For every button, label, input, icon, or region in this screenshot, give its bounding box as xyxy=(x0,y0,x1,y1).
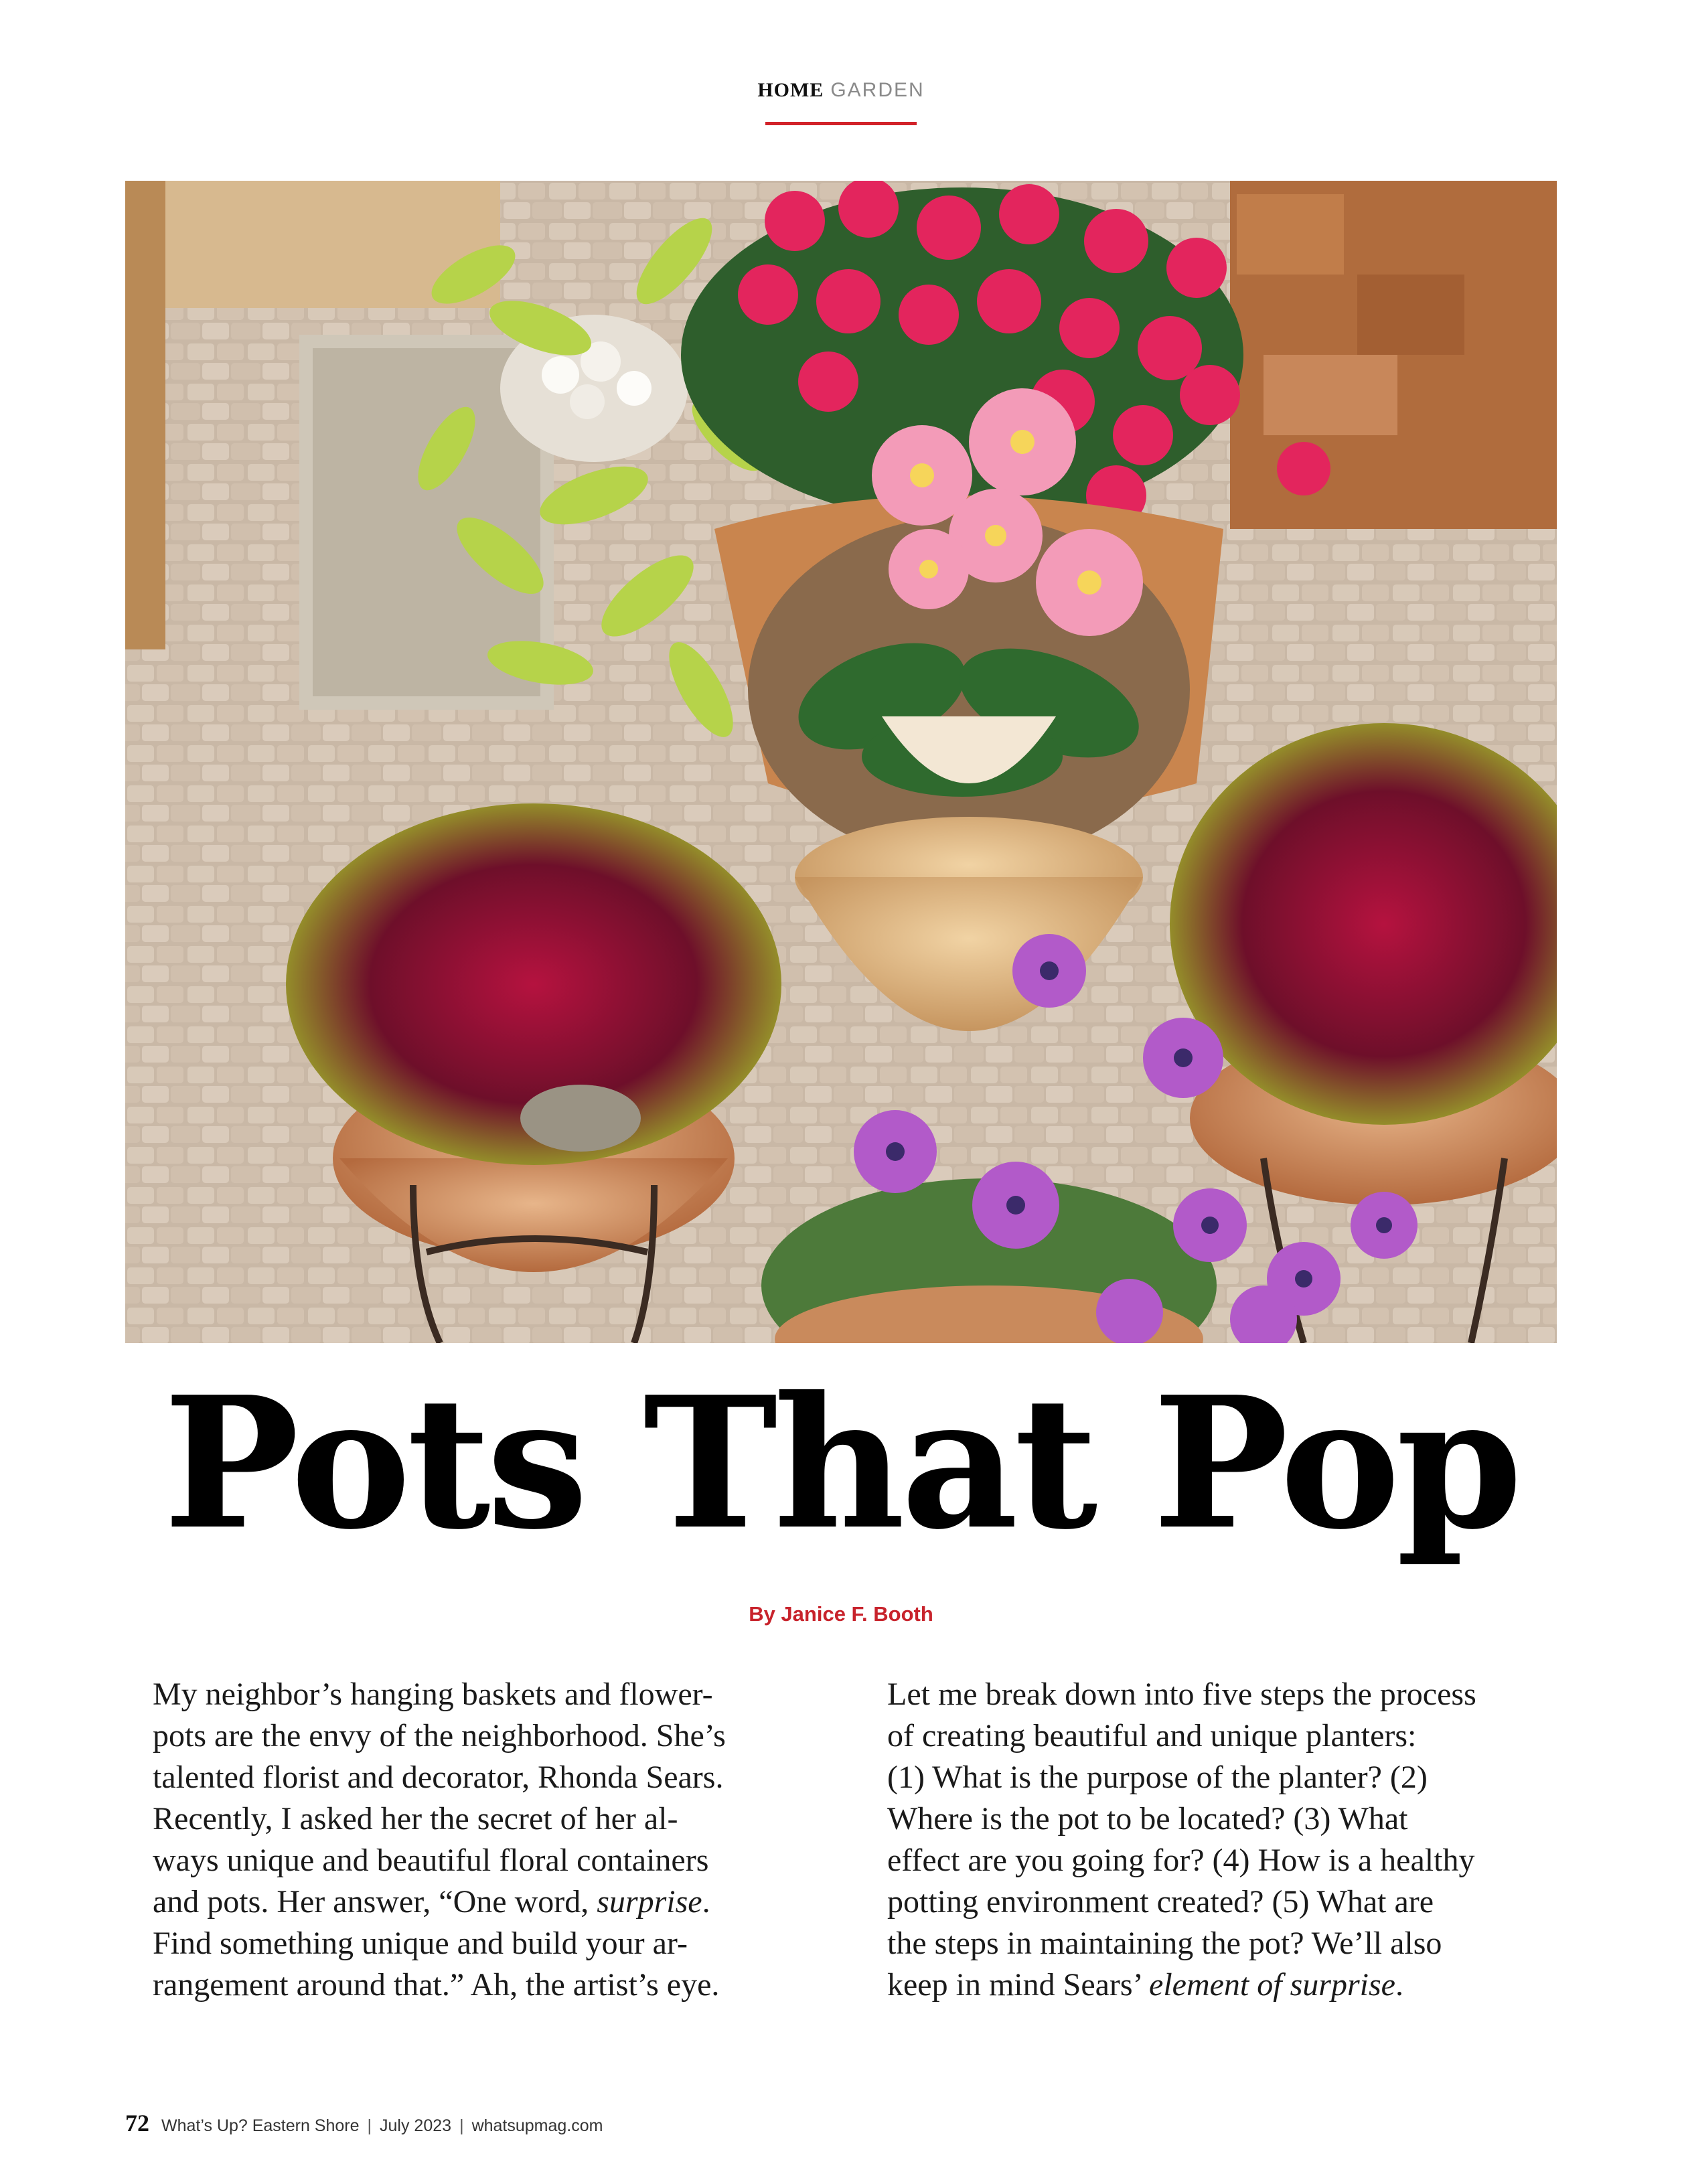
text-line xyxy=(887,1964,1557,2006)
body-column-right xyxy=(887,1674,1557,2006)
text-line: Let me break down into five steps the process xyxy=(887,1676,1476,1712)
text-line: Where is the pot to be located? (3) What xyxy=(887,1801,1408,1837)
text-line: of creating beautiful and unique planters: xyxy=(887,1718,1417,1753)
footer-separator: | xyxy=(459,2116,464,2135)
text-segment: . xyxy=(702,1884,710,1920)
text-line xyxy=(153,1881,822,1923)
footer-separator: | xyxy=(367,2116,372,2135)
text-line: pots are the envy of the neighborhood. She’s xyxy=(153,1718,726,1753)
emphasis-surprise: surprise xyxy=(597,1884,702,1920)
text-line: (1) What is the purpose of the planter? (2) xyxy=(887,1760,1428,1795)
text-line: the steps in maintaining the pot? We’ll also xyxy=(887,1926,1442,1961)
page-footer xyxy=(125,2109,603,2137)
section-label: HOME xyxy=(757,79,824,101)
text-line: rangement around that.” Ah, the artist’s eye. xyxy=(153,1967,720,2003)
text-line: ways unique and beautiful floral containers xyxy=(153,1843,709,1878)
text-line: My neighbor’s hanging baskets and flower- xyxy=(153,1676,713,1712)
issue-date: July 2023 xyxy=(380,2116,452,2135)
text-line: Recently, I asked her the secret of her al- xyxy=(153,1801,678,1837)
text-line: Find something unique and build your ar- xyxy=(153,1926,688,1961)
article-title: Pots That Pop xyxy=(163,1356,1519,1569)
website-link[interactable]: whatsupmag.com xyxy=(471,2116,603,2135)
text-segment: and pots. Her answer, “One word, xyxy=(153,1884,597,1920)
body-paragraph-right xyxy=(887,1674,1557,2006)
text-segment: keep in mind Sears’ xyxy=(887,1967,1150,2003)
section-header xyxy=(0,79,1682,102)
section-underline xyxy=(765,122,917,125)
subsection-label: GARDEN xyxy=(830,79,925,101)
body-paragraph-left xyxy=(153,1674,822,2006)
article-byline: By Janice F. Booth xyxy=(749,1602,933,1626)
page-number: 72 xyxy=(125,2110,149,2136)
hero-photo xyxy=(125,181,1557,1343)
text-line: talented florist and decorator, Rhonda Sears. xyxy=(153,1760,724,1795)
text-line: effect are you going for? (4) How is a healthy xyxy=(887,1843,1475,1878)
text-line: potting environment created? (5) What are xyxy=(887,1884,1434,1920)
publication-name: What’s Up? Eastern Shore xyxy=(161,2116,360,2135)
emphasis-element-of-surprise: element of surprise xyxy=(1149,1967,1395,2003)
body-column-left xyxy=(153,1674,822,2006)
text-segment: . xyxy=(1395,1967,1403,2003)
